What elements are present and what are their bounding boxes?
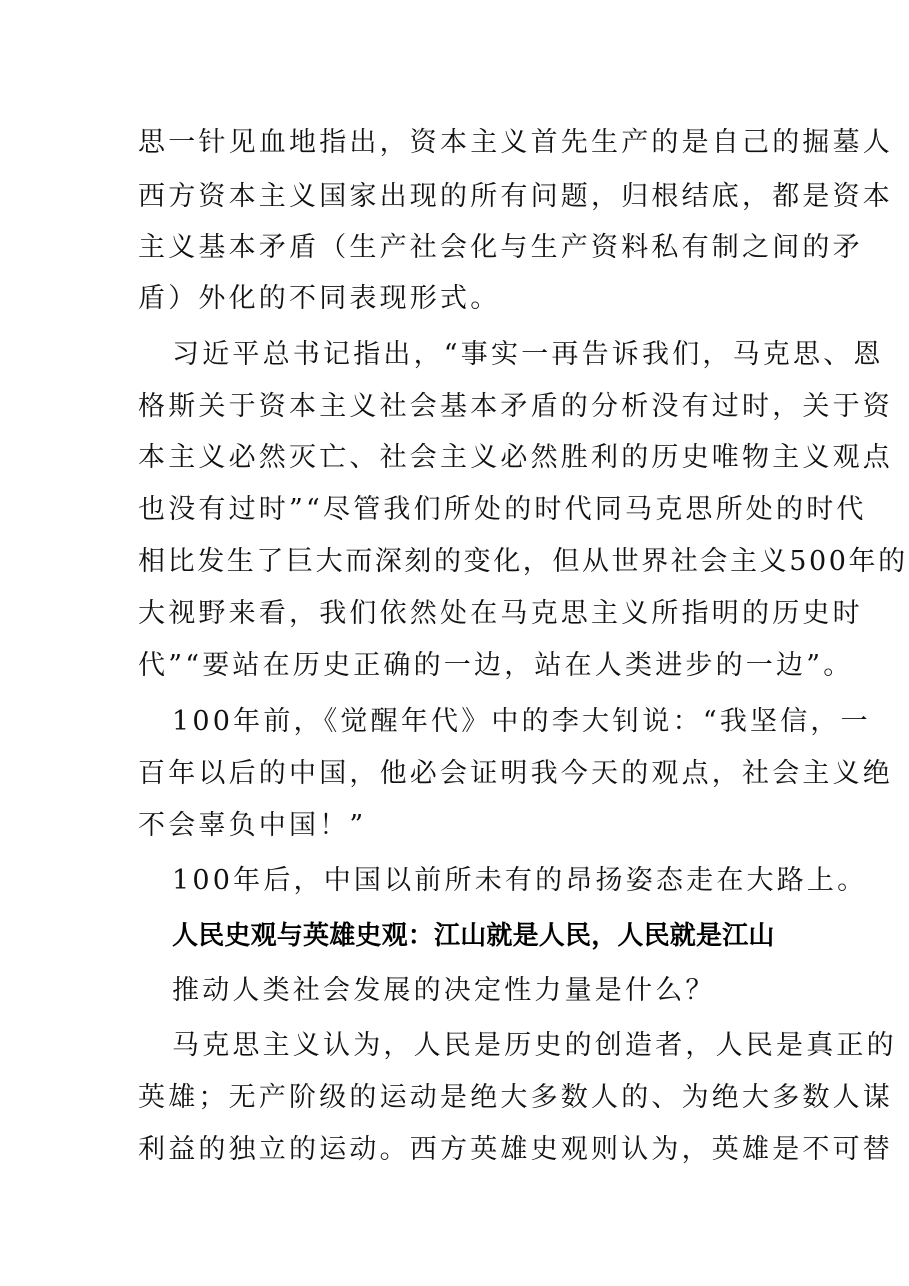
text-line: 马克思主义认为，人民是历史的创造者，人民是真正的 — [172, 1030, 897, 1061]
text-line: 习近平总书记指出，“事实一再告诉我们，马克思、恩 — [172, 339, 884, 370]
text-line: 大视野来看，我们依然处在马克思主义所指明的历史时 — [138, 598, 863, 629]
text-line: 相比发生了巨大而深刻的变化，但从世界社会主义500年的 — [138, 546, 908, 577]
text-line: 本主义必然灭亡、社会主义必然胜利的历史唯物主义观点 — [138, 442, 893, 473]
text-line: 盾）外化的不同表现形式。 — [138, 283, 501, 314]
text-line: 思一针见血地指出，资本主义首先生产的是自己的掘墓人 — [138, 127, 893, 158]
text-line: 代”“要站在历史正确的一边，站在人类进步的一边”。 — [138, 650, 854, 681]
section-heading: 人民史观与英雄史观：江山就是人民，人民就是江山 — [172, 921, 775, 951]
text-line: 100年前，《觉醒年代》中的李大钊说：“我坚信，一 — [172, 706, 871, 737]
text-line: 主义基本矛盾（生产社会化与生产资料私有制之间的矛 — [138, 232, 863, 263]
text-line: 100年后，中国以前所未有的昂扬姿态走在大路上。 — [172, 865, 868, 896]
text-line: 百年以后的中国，他必会证明我今天的观点，社会主义绝 — [138, 758, 893, 789]
text-line: 英雄；无产阶级的运动是绝大多数人的、为绝大多数人谋 — [138, 1082, 893, 1113]
text-line: 不会辜负中国！” — [138, 810, 367, 841]
text-line: 西方资本主义国家出现的所有问题，归根结底，都是资本 — [138, 181, 893, 212]
text-line: 也没有过时”“尽管我们所处的时代同马克思所处的时代 — [138, 494, 867, 525]
text-line: 利益的独立的运动。西方英雄史观则认为，英雄是不可替 — [138, 1134, 893, 1165]
text-line: 格斯关于资本主义社会基本矛盾的分析没有过时，关于资 — [138, 391, 893, 422]
text-line: 推动人类社会发展的决定性力量是什么？ — [172, 975, 716, 1006]
